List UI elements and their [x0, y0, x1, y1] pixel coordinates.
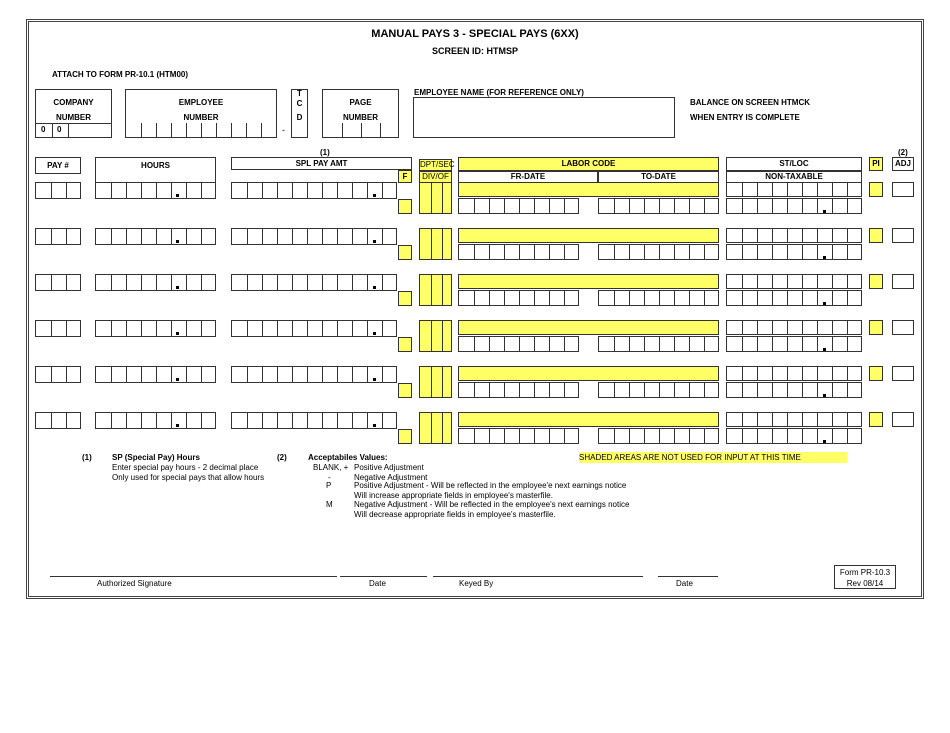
row-1-pi-box — [869, 182, 883, 197]
row-5-dpt-sec-box — [419, 366, 452, 398]
row-6-adj-input[interactable] — [892, 412, 914, 427]
st-loc-header: ST/LOC — [726, 157, 862, 171]
note-2-num: (2) — [277, 453, 287, 462]
company-label: COMPANY — [53, 98, 94, 107]
row-6-st-loc-input[interactable] — [726, 412, 862, 427]
decimal-point — [823, 256, 826, 259]
row-3-hours-input[interactable] — [95, 274, 216, 291]
row-5-non-taxable-input[interactable] — [726, 382, 862, 398]
value-3-desc-2: Will increase appropriate fields in employee's masterfile. — [354, 491, 553, 500]
row-4-pay-num-input[interactable] — [35, 320, 81, 337]
dpt-sec-header: DPT/SEC — [420, 160, 455, 169]
page-label-2: NUMBER — [342, 113, 379, 122]
row-1-hours-input[interactable] — [95, 182, 216, 199]
spl-note-ref: (1) — [320, 148, 330, 157]
row-4-hours-input[interactable] — [95, 320, 216, 337]
decimal-point — [176, 378, 179, 381]
pay-num-header: PAY # — [35, 157, 81, 174]
row-1-labor-code-box — [458, 182, 719, 197]
row-1-f-box — [398, 199, 412, 214]
note-2-title: Acceptabiles Values: — [308, 453, 388, 462]
row-1-fr-date-input[interactable] — [458, 198, 579, 214]
row-4-non-taxable-input[interactable] — [726, 336, 862, 352]
row-3-adj-input[interactable] — [892, 274, 914, 289]
date-label-2: Date — [676, 579, 693, 588]
decimal-point — [823, 348, 826, 351]
row-3-pi-box — [869, 274, 883, 289]
row-2-non-taxable-input[interactable] — [726, 244, 862, 260]
value-1-code: BLANK, + — [313, 463, 349, 472]
employee-name-label: EMPLOYEE NAME (FOR REFERENCE ONLY) — [414, 88, 584, 97]
authorized-signature-label: Authorized Signature — [97, 579, 172, 588]
decimal-point — [823, 210, 826, 213]
row-5-adj-input[interactable] — [892, 366, 914, 381]
row-4-dpt-sec-box — [419, 320, 452, 352]
row-4-labor-code-box — [458, 320, 719, 335]
keyed-by-line — [433, 576, 643, 577]
row-4-adj-input[interactable] — [892, 320, 914, 335]
div-of-header: DIV/OF — [419, 171, 452, 183]
company-number-input[interactable] — [35, 123, 112, 138]
row-6-f-box — [398, 429, 412, 444]
row-4-to-date-input[interactable] — [598, 336, 719, 352]
value-2-desc: Negative Adjustment — [354, 473, 428, 482]
employee-dash: - — [282, 125, 285, 135]
value-3-code: P — [326, 481, 332, 490]
row-4-f-box — [398, 337, 412, 352]
tcd-c: C — [296, 99, 303, 108]
row-1-dpt-sec-box — [419, 182, 452, 214]
row-5-to-date-input[interactable] — [598, 382, 719, 398]
row-3-labor-code-box — [458, 274, 719, 289]
row-4-fr-date-input[interactable] — [458, 336, 579, 352]
row-5-labor-code-box — [458, 366, 719, 381]
row-5-pay-num-input[interactable] — [35, 366, 81, 383]
decimal-point — [176, 424, 179, 427]
employee-name-input[interactable] — [413, 97, 675, 138]
pi-header: PI — [869, 157, 883, 171]
value-2-code: - — [328, 473, 331, 482]
tcd-d: D — [296, 113, 303, 122]
row-4-pi-box — [869, 320, 883, 335]
row-3-non-taxable-input[interactable] — [726, 290, 862, 306]
row-1-adj-input[interactable] — [892, 182, 914, 197]
decimal-point — [176, 332, 179, 335]
date-line-2 — [658, 576, 718, 577]
row-6-labor-code-box — [458, 412, 719, 427]
row-2-to-date-input[interactable] — [598, 244, 719, 260]
row-1-to-date-input[interactable] — [598, 198, 719, 214]
row-6-pay-num-input[interactable] — [35, 412, 81, 429]
non-taxable-header: NON-TAXABLE — [726, 171, 862, 183]
adj-header: ADJ — [892, 157, 914, 171]
keyed-by-label: Keyed By — [459, 579, 494, 588]
decimal-point — [176, 240, 179, 243]
balance-note-2: WHEN ENTRY IS COMPLETE — [690, 113, 800, 122]
employee-label: EMPLOYEE — [178, 98, 224, 107]
decimal-point — [373, 240, 376, 243]
row-2-adj-input[interactable] — [892, 228, 914, 243]
revision: Rev 08/14 — [846, 579, 884, 588]
row-1-st-loc-input[interactable] — [726, 182, 862, 197]
row-6-non-taxable-input[interactable] — [726, 428, 862, 444]
decimal-point — [373, 378, 376, 381]
company-digit-2: 0 — [57, 125, 62, 134]
row-2-labor-code-box — [458, 228, 719, 243]
row-2-hours-input[interactable] — [95, 228, 216, 245]
row-2-pay-num-input[interactable] — [35, 228, 81, 245]
row-5-fr-date-input[interactable] — [458, 382, 579, 398]
form-title: MANUAL PAYS 3 - SPECIAL PAYS (6XX) — [371, 28, 579, 40]
labor-code-header: LABOR CODE — [458, 157, 719, 171]
row-2-st-loc-input[interactable] — [726, 228, 862, 243]
row-3-f-box — [398, 291, 412, 306]
decimal-point — [823, 440, 826, 443]
row-5-st-loc-input[interactable] — [726, 366, 862, 381]
f-header: F — [398, 170, 412, 183]
row-1-pay-num-input[interactable] — [35, 182, 81, 199]
row-6-pi-box — [869, 412, 883, 427]
note-1-num: (1) — [82, 453, 92, 462]
row-5-f-box — [398, 383, 412, 398]
decimal-point — [176, 286, 179, 289]
value-3-desc-1: Positive Adjustment - Will be reflected in the employee'e next earnings notice — [354, 481, 627, 490]
value-4-desc-2: Will decrease appropriate fields in employee's masterfile. — [354, 510, 556, 519]
row-2-fr-date-input[interactable] — [458, 244, 579, 260]
note-1-line-2: Only used for special pays that allow hours — [112, 473, 265, 482]
decimal-point — [373, 424, 376, 427]
company-label-2: NUMBER — [55, 113, 92, 122]
decimal-point — [176, 194, 179, 197]
row-3-dpt-sec-box — [419, 274, 452, 306]
row-3-fr-date-input[interactable] — [458, 290, 579, 306]
date-label-1: Date — [369, 579, 386, 588]
decimal-point — [373, 332, 376, 335]
value-4-code: M — [326, 500, 333, 509]
form-number: Form PR-10.3 — [839, 568, 891, 577]
row-6-to-date-input[interactable] — [598, 428, 719, 444]
row-4-st-loc-input[interactable] — [726, 320, 862, 335]
decimal-point — [823, 302, 826, 305]
value-1-desc: Positive Adjustment — [354, 463, 424, 472]
decimal-point — [373, 194, 376, 197]
balance-note-1: BALANCE ON SCREEN HTMCK — [690, 98, 810, 107]
date-line-1 — [340, 576, 427, 577]
row-6-fr-date-input[interactable] — [458, 428, 579, 444]
spl-pay-amt-header: SPL PAY AMT — [231, 157, 412, 170]
row-2-f-box — [398, 245, 412, 260]
note-1-title: SP (Special Pay) Hours — [112, 453, 200, 462]
tcd-t: T — [297, 89, 302, 98]
row-5-pi-box — [869, 366, 883, 381]
row-2-dpt-sec-box — [419, 228, 452, 260]
note-1-line-1: Enter special pay hours - 2 decimal place — [112, 463, 259, 472]
shaded-areas-note: SHADED AREAS ARE NOT USED FOR INPUT AT THIS TIME — [579, 452, 847, 463]
screen-id: SCREEN ID: HTMSP — [431, 46, 518, 56]
row-1-non-taxable-input[interactable] — [726, 198, 862, 214]
company-digit-1: 0 — [41, 125, 46, 134]
row-6-hours-input[interactable] — [95, 412, 216, 429]
row-3-pay-num-input[interactable] — [35, 274, 81, 291]
attach-note: ATTACH TO FORM PR-10.1 (HTM00) — [52, 70, 189, 79]
decimal-point — [373, 286, 376, 289]
page-label: PAGE — [349, 98, 372, 107]
page-number-input[interactable] — [322, 123, 399, 138]
fr-date-header: FR-DATE — [458, 171, 598, 183]
row-6-dpt-sec-box — [419, 412, 452, 444]
row-3-to-date-input[interactable] — [598, 290, 719, 306]
employee-label-2: NUMBER — [183, 113, 219, 122]
employee-number-input[interactable] — [125, 123, 277, 138]
row-3-st-loc-input[interactable] — [726, 274, 862, 289]
decimal-point — [823, 394, 826, 397]
value-4-desc-1: Negative Adjustment - Will be reflected in the employee's next earnings notice — [354, 500, 630, 509]
to-date-header: TO-DATE — [598, 171, 719, 183]
adj-note-ref: (2) — [898, 148, 908, 157]
hours-header: HOURS — [95, 157, 216, 183]
signature-line — [50, 576, 337, 577]
row-2-pi-box — [869, 228, 883, 243]
row-5-hours-input[interactable] — [95, 366, 216, 383]
